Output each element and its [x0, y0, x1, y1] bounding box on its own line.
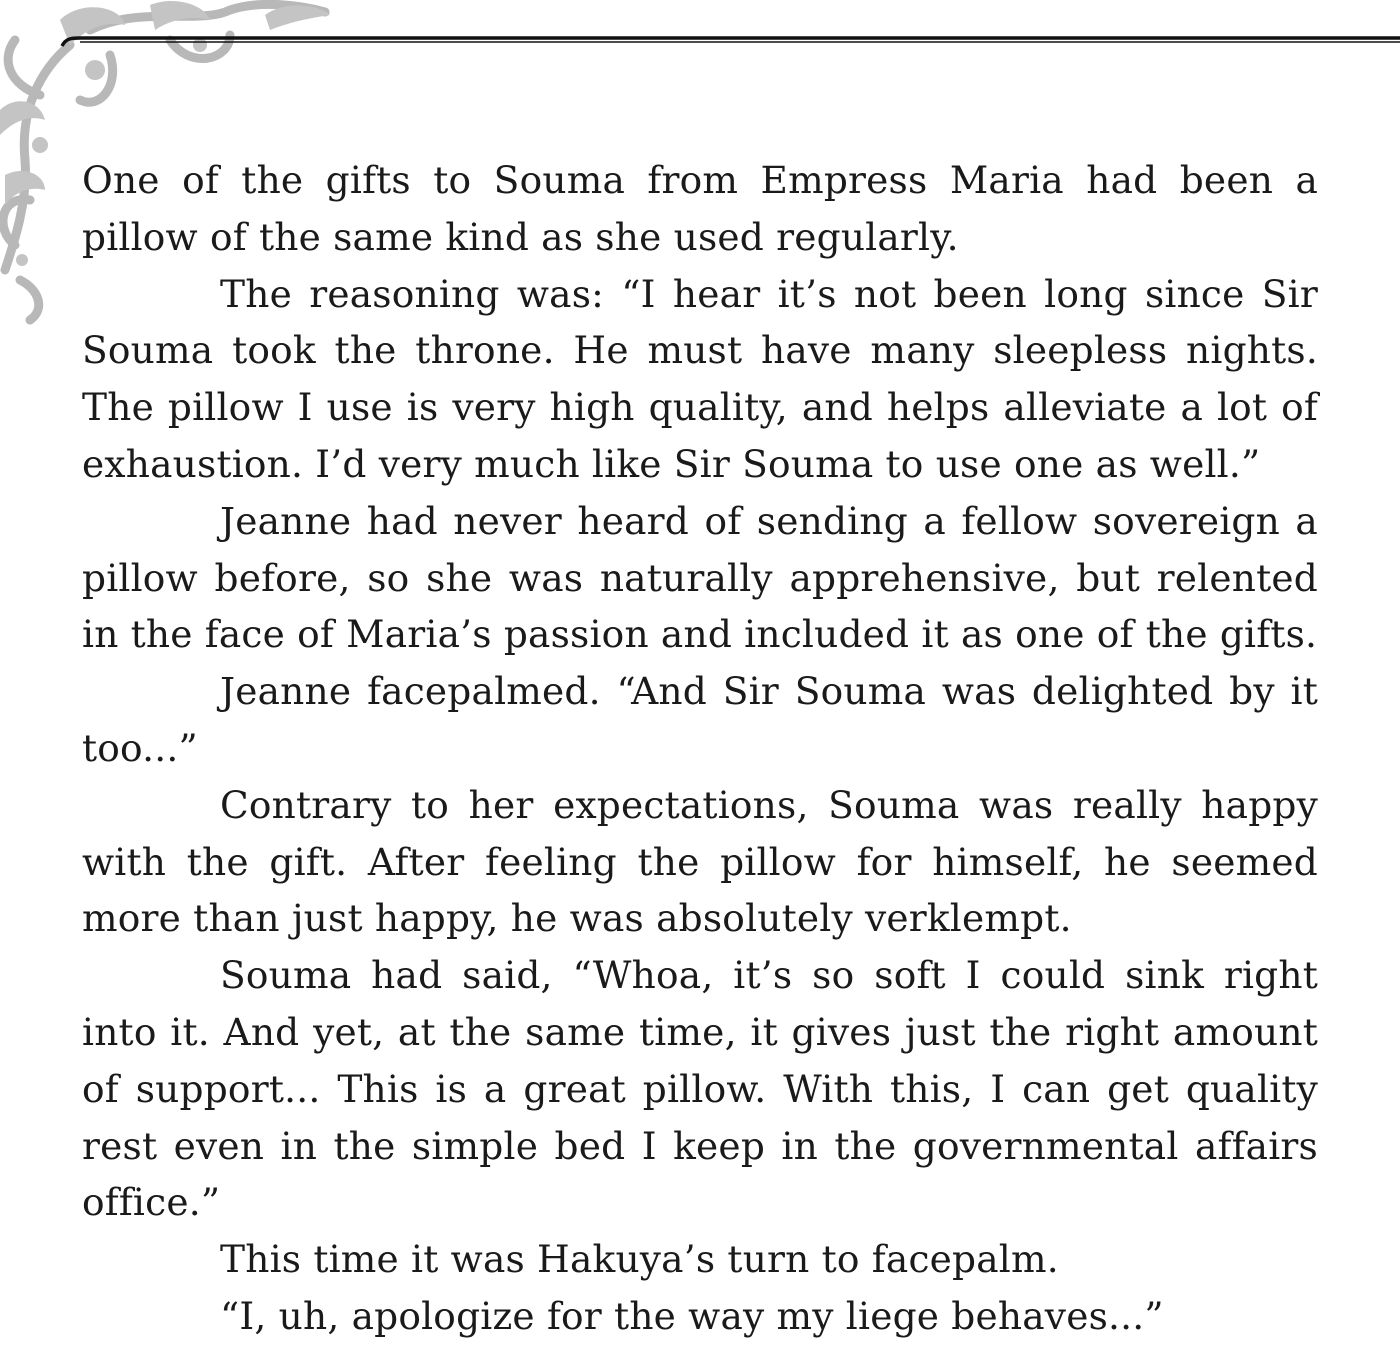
paragraph: Souma had said, “Whoa, it’s so soft I could sink right into it. And yet, at the same time, it gives just the right amount of support... This is a great pillow. With this, I can get quality rest even in the simple bed I keep in the governmental affairs office.” [82, 953, 1318, 1225]
paragraph: One of the gifts to Souma from Empress Maria had been a pillow of the same kind as she used regularly. [82, 158, 1318, 259]
paragraph: Jeanne had never heard of sending a fellow sovereign a pillow before, so she was naturally apprehensive, but relented in the face of Maria’s passion and included it as one of the gifts. [82, 498, 1318, 657]
body-text [82, 152, 1318, 1345]
top-rule-divider [62, 30, 1400, 50]
paragraph: The reasoning was: “I hear it’s not been long since Sir Souma took the throne. He must have many sleepless nights. The pillow I use is very high quality, and helps alleviate a lot of exhaustion. I’d very much like Sir Souma to use one as well.” [82, 271, 1318, 486]
paragraph: “I, uh, apologize for the way my liege behaves...” [220, 1293, 1164, 1338]
paragraph: This time it was Hakuya’s turn to facepalm. [220, 1237, 1059, 1282]
paragraph: Jeanne facepalmed. “And Sir Souma was delighted by it too...” [82, 669, 1318, 770]
paragraph: Contrary to her expectations, Souma was really happy with the gift. After feeling the pillow for himself, he seemed more than just happy, he was absolutely verklempt. [82, 782, 1318, 941]
